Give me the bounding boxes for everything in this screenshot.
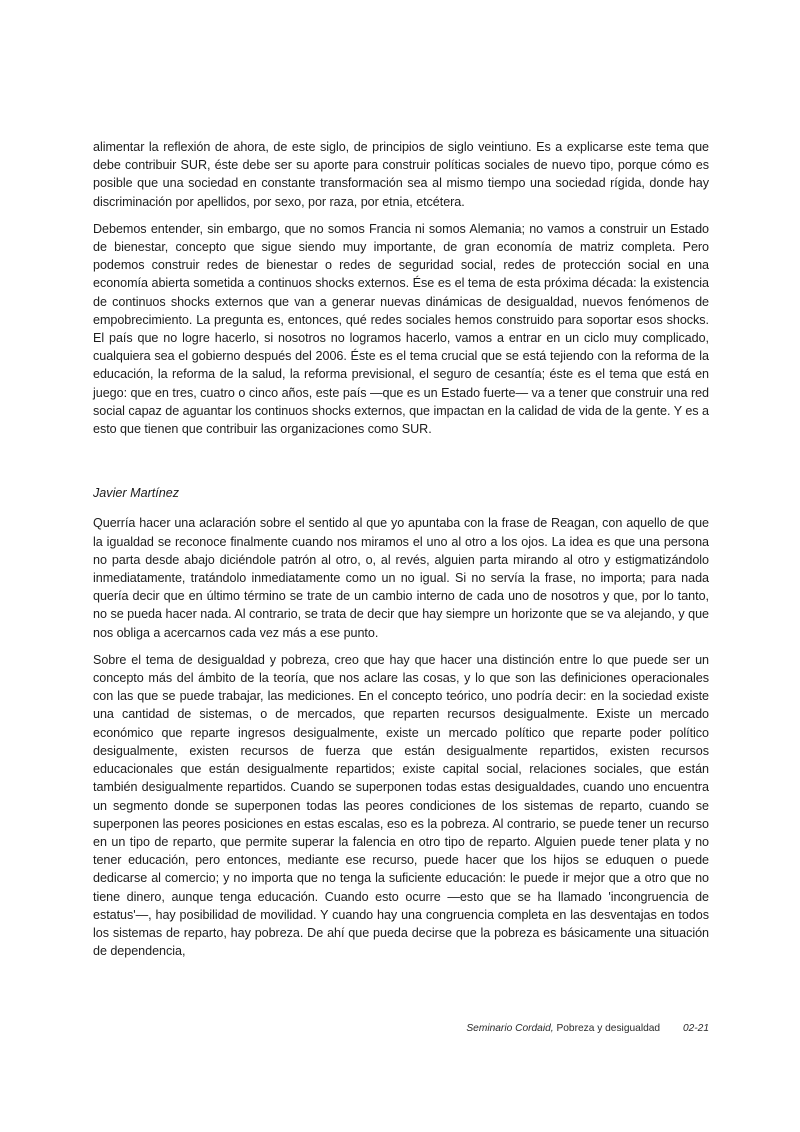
body-paragraph: Querría hacer una aclaración sobre el sentido al que yo apuntaba con la frase de Reagan, con aquello de que la igualdad se reconoce finalmente cuando nos miramos el uno al otro a los ojos. La idea es que una persona no parta desde abajo diciéndole patrón al otro, o, al revés, alguien parta mirando al otro y estigmatizándolo inmediatamente, tratándolo inmediatamente como un no igual. Si no servía la frase, no importa; para nada quería decir que en último término se trate de un cambio interno de cada uno de nosotros y que, por lo tanto, no se pueda hacer nada. Al contrario, se trata de decir que hay siempre un horizonte que se va alejando, y que nos obliga a acercarnos cada vez más a ese punto. — [93, 516, 709, 640]
page-footer — [466, 1023, 709, 1034]
footer-series: Seminario Cordaid, — [466, 1023, 554, 1034]
footer-publication: Pobreza y desigualdad — [556, 1023, 661, 1034]
page-number: 02-21 — [682, 1023, 709, 1034]
body-paragraph: Sobre el tema de desigualdad y pobreza, creo que hay que hacer una distinción entre lo que puede ser un concepto más del ámbito de la teoría, que nos aclare las cosas, y lo que son las definiciones operacionales con las que se puede trabajar, las mediciones. En el concepto teórico, uno podría decir: en la sociedad existe una cantidad de sistemas, o de mercados, que reparten recursos desigualmente. Existe un mercado económico que reparte ingresos desigualmente, existe un mercado político que reparte poder político desigualmente, existen recursos de fuerza que están desigualmente repartidos, existen recursos educacionales que están desigualmente repartidos; existe capital social, relaciones sociales, que están también desigualmente repartidos. Cuando se superponen todas estas desigualdades, cuando uno encuentra un segmento donde se superponen todas las peores condiciones de los sistemas de reparto, cuando se superponen las peores posiciones en estas escalas, eso es la pobreza. Al contrario, se puede tener un recurso en un tipo de reparto, que permite superar la falencia en otro tipo de reparto. Alguien puede tener plata y no tener educación, pero entonces, mediante ese recurso, puede hacer que los hijos se eduquen o puede dedicarse al comercio; y no importa que no tenga la suficiente educación: le puede ir mejor que a otro que no tiene dinero, aunque tenga educación. Cuando esto ocurre —esto que se ha llamado 'incongruencia de estatus'—, hay posibilidad de movilidad. Y cuando hay una congruencia completa en las desventajas en todos los sistemas de reparto, hay pobreza. De ahí que pueda decirse que la pobreza es básicamente una situación de dependencia, — [93, 652, 709, 959]
body-paragraph: Debemos entender, sin embargo, que no somos Francia ni somos Alemania; no vamos a construir un Estado de bienestar, concepto que sigue siendo muy importante, de gran economía de matriz completa. Pero podemos construir redes de bienestar o redes de seguridad social, redes de protección social en una economía abierta sometida a continuos shocks externos. Ése es el tema de esta próxima década: la existencia de continuos shocks externos que van a generar nuevas dinámicas de desigualdad, nuevos fenómenos de empobrecimiento. La pregunta es, entonces, qué redes sociales hemos construido para soportar esos shocks. El país que no logre hacerlo, si nosotros no logramos hacerlo, vamos a entrar en un ciclo muy complicado, cualquiera sea el gobierno después del 2006. Éste es el tema crucial que se está tejiendo con la reforma de la educación, la reforma de la salud, la reforma previsional, el seguro de cesantía; éste es el tema que está en juego: que en tres, cuatro o cinco años, este país —que es un Estado fuerte— va a tener que construir una red social capaz de aguantar los continuos shocks externos, que impactan en la calidad de vida de la gente. Y es a esto que tienen que contribuir las organizaciones como SUR. — [93, 221, 709, 437]
section-spacer — [93, 447, 709, 484]
body-paragraph: alimentar la reflexión de ahora, de este siglo, de principios de siglo veintiuno. Es a explicarse este tema que debe contribuir SUR, éste debe ser su aporte para construir políticas sociales de nuevo tipo, porque cómo es posible que una sociedad en constante transformación sea al mismo tiempo una sociedad rígida, donde hay discriminación por apellidos, por sexo, por raza, por etnia, etcétera. — [93, 140, 709, 209]
speaker-name: Javier Martínez — [93, 486, 180, 501]
page-body — [93, 138, 709, 969]
